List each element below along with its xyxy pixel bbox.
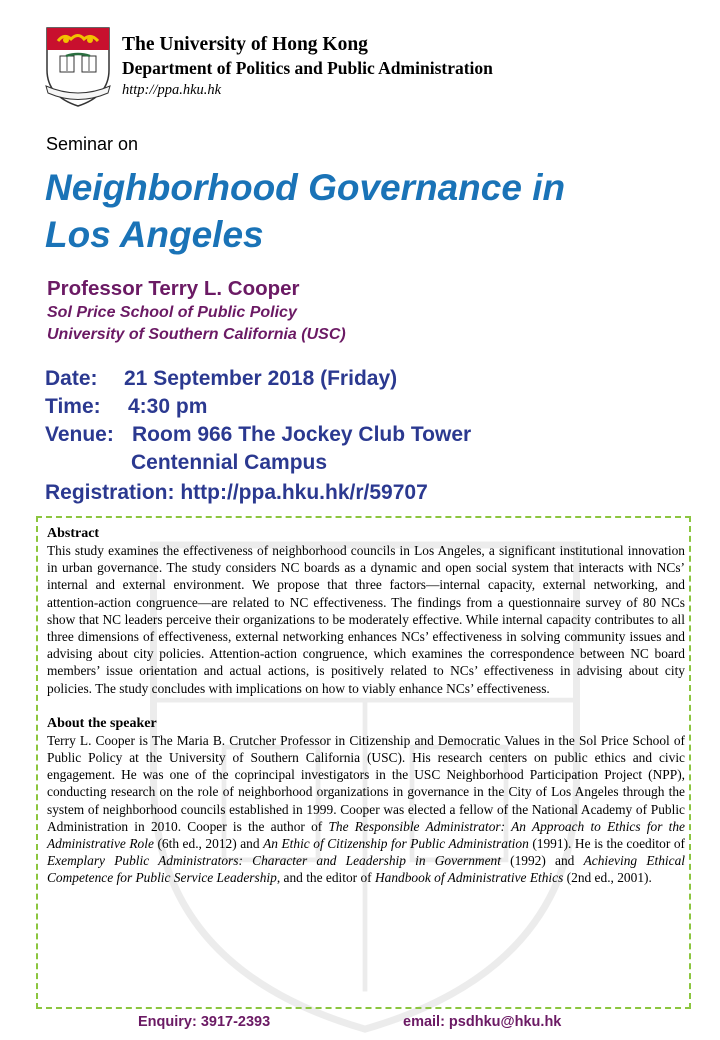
book-title: An Ethic of Citizenship for Public Administration — [263, 836, 529, 852]
department-url[interactable]: http://ppa.hku.hk — [122, 82, 222, 98]
venue-line-1: Room 966 The Jockey Club Tower — [132, 423, 472, 446]
book-title: Exemplary Public Administrators: Character and Leadership in Government — [47, 853, 501, 869]
about-text-part: (1991). He is the coeditor of — [528, 836, 685, 852]
about-text-part: (6th ed., 2012) and — [153, 836, 264, 852]
seminar-title-line-2: Los Angeles — [45, 214, 264, 255]
abstract-text: This study examines the effectiveness of neighborhood councils in Los Angeles, a significant institutional innovation in urban governance. The study considers NC boards as a dynamic and open social system that interacts with NCs’ internal and external environment. We propose that three factors—internal capacity, external networking, and attention-action congruence—are related to NC effectiveness. The findings from a questionnaire survey of 80 NCs show that NC leaders perceive their organizations to be moderately effective. While internal capacity contributes to all three dimensions of effectiveness, external networking enhances NCs’ effectiveness in solving community issues and advising about city policies. Attention-action congruence, which examines the correspondence between NC board members’ issue orientation and actual actions, is positively related to NCs’ effectiveness in advising about city policies. The study concludes with implications on how to viably enhance NCs’ effectiveness. — [47, 543, 685, 696]
seminar-title-line-1: Neighborhood Governance in — [45, 167, 566, 208]
abstract-heading: Abstract — [47, 526, 100, 541]
registration-link[interactable]: http://ppa.hku.hk/r/59707 — [180, 481, 428, 504]
book-title: The Responsible Administrator: An Approach to Ethics for the Administrative Role — [47, 818, 685, 852]
book-title: Handbook of Administrative Ethics — [374, 870, 564, 886]
event-date — [45, 367, 397, 391]
event-registration — [45, 481, 428, 505]
enquiry-phone: Enquiry: 3917-2393 — [138, 1014, 271, 1030]
speaker-affiliation-university: University of Southern California (USC) — [47, 326, 346, 343]
venue-line-2: Centennial Campus — [131, 451, 328, 474]
department-name: Department of Politics and Public Administration — [122, 58, 493, 78]
about-text-part: Terry L. Cooper is The Maria B. Crutcher Professor in Citizenship and Democratic Values in the Sol Price School of Public Policy at the University of Southern California (USC). His research centers on public ethics and civic engagement. He was one of the coprincipal investigators in the USC Neighborhood Participation Project (NPP), conducting research on the role of neighborhood organizations in governance in the City of Los Angeles through the system of neighborhood councils established in 1999. Cooper was elected a fellow of the National Academy of Public Administration in 2010. Cooper is the author of — [47, 732, 685, 834]
university-name: The University of Hong Kong — [122, 34, 368, 55]
about-text-part: (2nd ed., 2001). — [563, 870, 652, 886]
abstract-box-content — [47, 525, 685, 887]
time-value: 4:30 pm — [128, 395, 208, 418]
about-speaker-text — [47, 732, 685, 887]
book-title: Achieving Ethical Competence for Public Service Leadership — [47, 853, 685, 886]
abstract-box — [36, 516, 691, 1009]
speaker-name: Professor Terry L. Cooper — [47, 277, 300, 300]
about-text-part: , and the editor of — [276, 870, 375, 886]
about-text-part: (1992) and — [500, 853, 584, 869]
seminar-title — [45, 164, 665, 258]
enquiry-email[interactable]: email: psdhku@hku.hk — [403, 1014, 562, 1030]
date-label: Date: — [45, 367, 98, 390]
registration-label: Registration: — [45, 481, 175, 504]
event-time — [45, 395, 207, 419]
seminar-label: Seminar on — [46, 134, 139, 154]
about-speaker-heading: About the speaker — [47, 715, 157, 731]
time-label: Time: — [45, 395, 101, 418]
speaker-affiliation-school: Sol Price School of Public Policy — [47, 304, 297, 321]
event-venue — [45, 423, 471, 447]
university-crest-icon — [44, 26, 112, 108]
date-value: 21 September 2018 (Friday) — [124, 367, 398, 390]
venue-label: Venue: — [45, 423, 114, 446]
